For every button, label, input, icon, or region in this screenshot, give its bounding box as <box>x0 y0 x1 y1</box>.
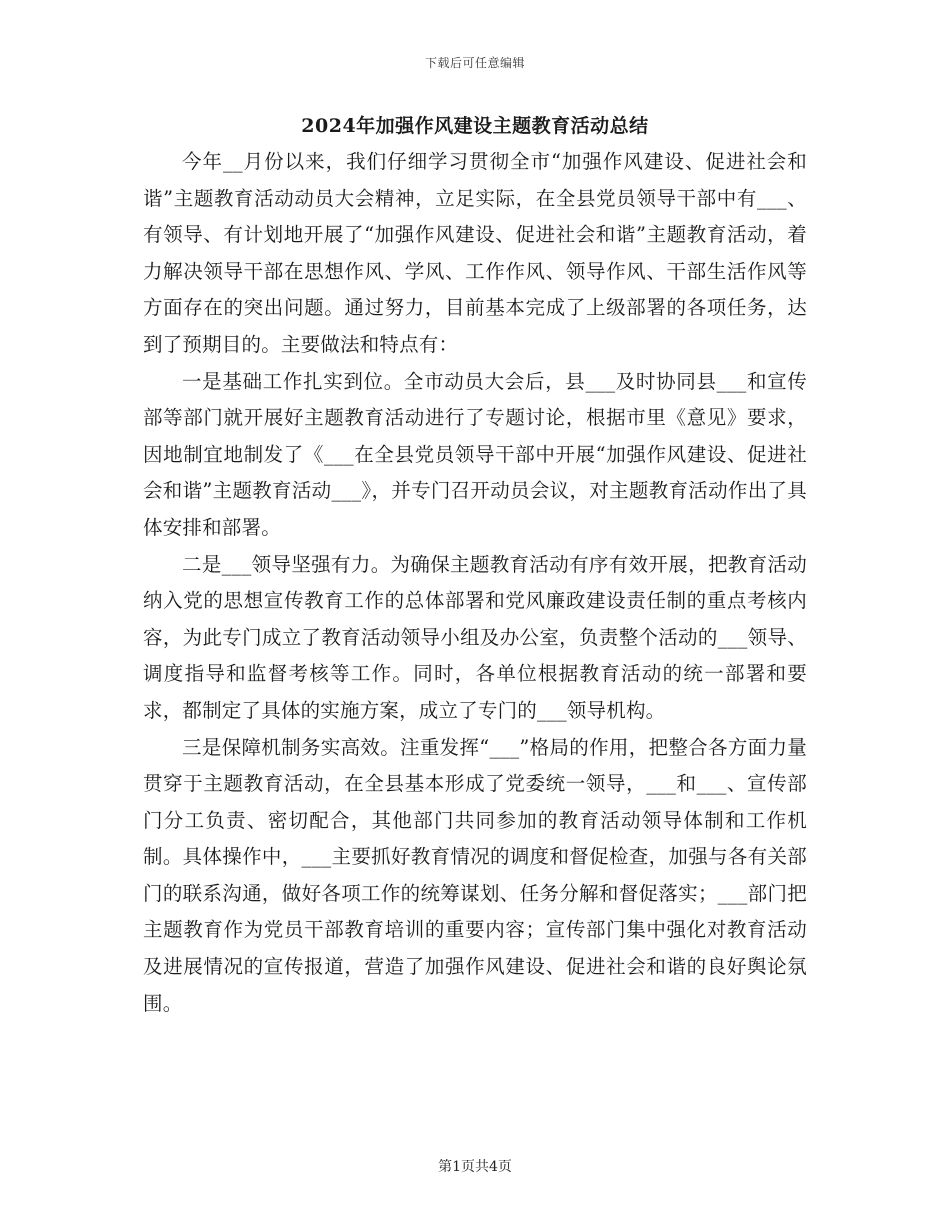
paragraph-intro: 今年__月份以来，我们仔细学习贯彻全市“加强作风建设、促进社会和谐”主题教育活动动员大会精神，立足实际，在全县党员领导干部中有___、有领导、有计划地开展了“加强作风建设、促进社会和谐”主题教育活动，着力解决领导干部在思想作风、学风、工作作风、领导作风、干部生活作风等方面存在的突出问题。通过努力，目前基本完成了上级部署的各项任务，达到了预期目的。主要做法和特点有： <box>143 150 807 356</box>
document-body <box>143 144 807 1022</box>
paragraph-point-3: 三是保障机制务实高效。注重发挥“___”格局的作用，把整合各方面力量贯穿于主题教育活动，在全县基本形成了党委统一领导，___和___、宣传部门分工负责、密切配合，其他部门共同参加的教育活动领导体制和工作机制。具体操作中，___主要抓好教育情况的调度和督促检查，加强与各有关部门的联系沟通，做好各项工作的统筹谋划、任务分解和督促落实；___部门把主题教育作为党员干部教育培训的重要内容；宣传部门集中强化对教育活动及进展情况的宣传报道，营造了加强作风建设、促进社会和谐的良好舆论氛围。 <box>143 735 807 1015</box>
header-note: 下载后可任意编辑 <box>424 56 525 70</box>
document-title: 2024年加强作风建设主题教育活动总结 <box>301 115 649 137</box>
paragraph-point-2: 二是___领导坚强有力。为确保主题教育活动有序有效开展，把教育活动纳入党的思想宣传教育工作的总体部署和党风廉政建设责任制的重点考核内容，为此专门成立了教育活动领导小组及办公室，负责整个活动的___领导、调度指导和监督考核等工作。同时，各单位根据教育活动的统一部署和要求，都制定了具体的实施方案，成立了专门的___领导机构。 <box>143 552 807 722</box>
paragraph-point-1: 一是基础工作扎实到位。全市动员大会后，县___及时协同县___和宣传部等部门就开展好主题教育活动进行了专题讨论，根据市里《意见》要求，因地制宜地制发了《___在全县党员领导干部中开展“加强作风建设、促进社会和谐”主题教育活动___》，并专门召开动员会议，对主题教育活动作出了具体安排和部署。 <box>143 369 807 539</box>
page-number: 第1页共4页 <box>438 1159 512 1175</box>
